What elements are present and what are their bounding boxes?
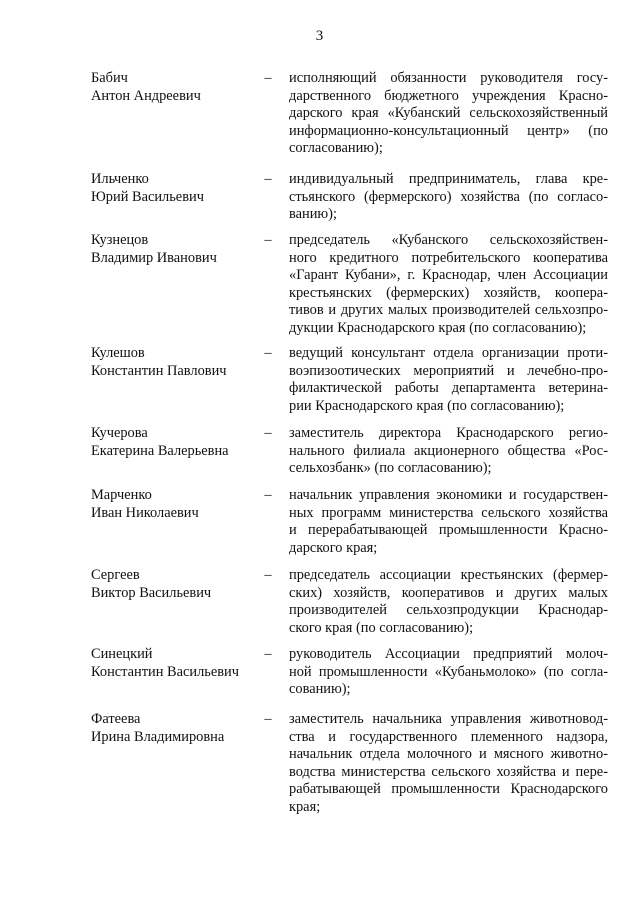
role-line: ских) хозяйств, кооперативов и других малых (289, 584, 608, 601)
role-line: «Гарант Кубани», г. Краснодар, член Ассоциации (289, 267, 608, 283)
member-name (91, 425, 261, 460)
member-role (289, 567, 608, 637)
role-line: стьянского (фермерского) хозяйства (по согласо- (289, 188, 608, 205)
role-line: ного кредитного потребительского кооператива (289, 249, 608, 266)
role-line: согласованию); (289, 140, 383, 156)
member-name (91, 171, 261, 206)
dash-separator: – (264, 345, 272, 361)
member-role (289, 646, 608, 699)
member-given-names: Юрий Васильевич (91, 188, 204, 205)
member-given-names: Иван Николаевич (91, 504, 199, 521)
role-line: заместитель директора Краснодарского регио- (289, 425, 608, 441)
member-given-names: Константин Васильевич (91, 663, 239, 680)
role-line: дарского края; (289, 539, 378, 556)
role-line: тивов и других малых производителей сельхозпро- (289, 302, 608, 318)
role-line: председатель «Кубанского сельскохозяйствен- (289, 232, 608, 248)
role-line: председатель ассоциации крестьянских (фермер- (289, 567, 608, 583)
member-role (289, 70, 608, 158)
member-given-names: Виктор Васильевич (91, 584, 212, 601)
role-line: производителей сельхозпродукции Краснодар- (289, 602, 608, 618)
member-surname: Бабич (91, 70, 128, 86)
role-line: сованию); (289, 681, 351, 697)
dash-separator: – (264, 487, 272, 503)
role-line: заместитель начальника управления животновод- (289, 711, 608, 727)
page-number: 3 (315, 28, 324, 44)
role-line: ства и государственного племенного надзора, (289, 728, 608, 745)
member-surname: Кучерова (91, 425, 148, 441)
role-line: крестьянских (фермерских) хозяйств, коопера- (289, 284, 608, 301)
dash-separator: – (264, 70, 272, 86)
role-line: рабатывающей промышленности Краснодарского (289, 781, 608, 797)
role-line: ных программ министерства сельского хозяйства (289, 504, 608, 521)
role-line: воэпизоотических мероприятий и лечебно-про- (289, 362, 608, 379)
dash-separator: – (264, 646, 272, 662)
member-role (289, 487, 608, 557)
dash-separator: – (264, 232, 272, 248)
member-surname: Фатеева (91, 711, 141, 727)
role-line: руководитель Ассоциации предприятий молоч- (289, 646, 608, 662)
member-name (91, 70, 261, 105)
member-surname: Сергеев (91, 567, 140, 583)
role-line: края; (289, 798, 321, 815)
role-line: водства министерства сельского хозяйства и пере- (289, 763, 608, 780)
member-given-names: Ирина Владимировна (91, 728, 225, 745)
role-line: индивидуальный предприниматель, глава кре- (289, 171, 608, 187)
member-name (91, 232, 261, 267)
role-line: дукции Краснодарского края (по согласованию); (289, 319, 587, 336)
role-line: начальник управления экономики и государствен- (289, 487, 608, 503)
member-name (91, 567, 261, 602)
member-name (91, 646, 261, 681)
member-role (289, 345, 608, 415)
member-name (91, 711, 261, 746)
dash-separator: – (264, 171, 272, 187)
dash-separator: – (264, 425, 272, 441)
dash-separator: – (264, 711, 272, 727)
member-given-names: Антон Андреевич (91, 87, 201, 104)
member-surname: Марченко (91, 487, 152, 503)
member-surname: Кулешов (91, 345, 145, 361)
role-line: рии Краснодарского края (по согласованию); (289, 397, 565, 414)
member-role (289, 711, 608, 816)
member-name (91, 345, 261, 380)
role-line: дарского края «Кубанский сельскохозяйственный (289, 105, 608, 121)
member-surname: Кузнецов (91, 232, 149, 248)
role-line: ной промышленности «Кубаньмолоко» (по согла- (289, 663, 608, 680)
role-line: ского края (по согласованию); (289, 619, 474, 636)
role-line: ведущий консультант отдела организации проти- (289, 345, 608, 361)
member-name (91, 487, 261, 522)
role-line: информационно-консультационный центр» (по (289, 122, 608, 139)
role-line: ванию); (289, 206, 337, 222)
role-line: дарственного бюджетного учреждения Красно- (289, 87, 608, 104)
role-line: филактической работы департамента ветерина- (289, 380, 608, 396)
member-given-names: Владимир Иванович (91, 249, 217, 266)
member-role (289, 425, 608, 478)
member-surname: Синецкий (91, 646, 153, 662)
role-line: сельхозбанк» (по согласованию); (289, 460, 492, 476)
role-line: и перерабатывающей промышленности Красно- (289, 522, 608, 538)
member-given-names: Екатерина Валерьевна (91, 442, 229, 459)
member-given-names: Константин Павлович (91, 362, 227, 379)
role-line: начальник отдела молочного и мясного животно- (289, 746, 608, 762)
role-line: нального филиала акционерного общества «Рос- (289, 442, 608, 459)
member-surname: Ильченко (91, 171, 149, 187)
dash-separator: – (264, 567, 272, 583)
member-role (289, 232, 608, 337)
role-line: исполняющий обязанности руководителя госу- (289, 70, 608, 86)
member-role (289, 171, 608, 224)
